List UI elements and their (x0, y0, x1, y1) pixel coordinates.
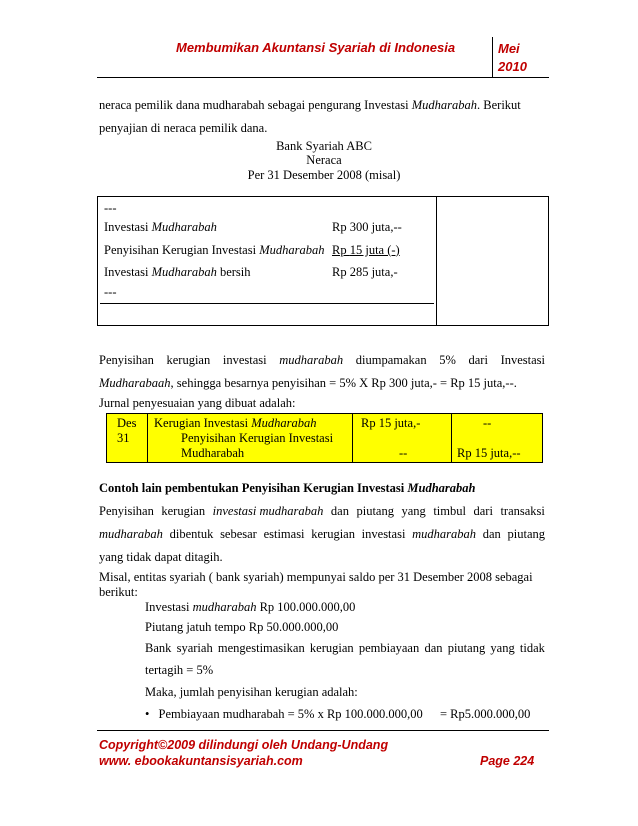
word: tidak (519, 641, 545, 655)
example-bank-line-2: tertagih = 5% (145, 663, 214, 677)
header-rule (97, 77, 549, 78)
row-label-end: bersih (216, 265, 251, 279)
row-label: Investasi (104, 265, 152, 279)
word-italic: investasi mudharabah (212, 504, 324, 518)
journal-credit-amount: Rp 15 juta,-- (457, 446, 521, 460)
word: piutang (507, 527, 545, 541)
para1-line-2 (99, 376, 517, 390)
word: transaksi (500, 504, 545, 518)
section2-heading (99, 481, 476, 495)
word: Penyisihan (99, 504, 154, 518)
bullet-result: = Rp5.000.000,00 (440, 707, 531, 721)
word: dibentuk (169, 527, 214, 541)
footer-page-number: Page 224 (480, 754, 535, 768)
balance-amount-investasi: Rp 300 juta,-- (332, 220, 402, 234)
balance-dots-bottom: --- (104, 285, 117, 299)
word: syariah (176, 641, 213, 655)
word: mengestimasikan (217, 641, 305, 655)
row-label-italic: Mudharabah (259, 243, 325, 257)
section2-line-1 (99, 504, 545, 518)
balance-dots-top: --- (104, 201, 117, 215)
word: kerugian (161, 504, 206, 518)
example-piutang: Piutang jatuh tempo Rp 50.000.000,00 (145, 620, 339, 634)
balance-amount-penyisihan (332, 243, 400, 258)
example-maka: Maka, jumlah penyisihan kerugian adalah: (145, 685, 358, 699)
word: dari (468, 353, 488, 367)
header-separator (492, 37, 493, 77)
balance-date: Per 31 Desember 2008 (misal) (247, 168, 401, 182)
journal-account-credit-1: Penyisihan Kerugian Investasi (181, 431, 334, 445)
header-date (498, 40, 527, 76)
example-bank-line-1 (145, 641, 545, 655)
header-year: 2010 (498, 59, 527, 74)
journal-col-divider (352, 414, 353, 462)
word: kerugian (309, 641, 354, 655)
word: dan (482, 527, 501, 541)
word: timbul (433, 504, 466, 518)
account-italic: Mudharabah (251, 416, 317, 430)
journal-entry-table (106, 413, 543, 463)
word: Penyisihan (99, 353, 154, 367)
word: piutang (356, 504, 394, 518)
journal-debit-amount: Rp 15 juta,- (361, 416, 421, 430)
word: sebesar (220, 527, 257, 541)
word: estimasi (263, 527, 305, 541)
heading-text: Contoh lain pembentukan Penyisihan Kerugian Investasi (99, 481, 408, 495)
word: piutang (447, 641, 486, 655)
copyright-label: Copyright (99, 738, 159, 752)
word: dan (330, 504, 349, 518)
intro-line-2: penyajian di neraca pemilik dana. (99, 121, 268, 135)
copyright-icon: © (158, 738, 168, 752)
row-label-italic: Mudharabah (151, 265, 217, 279)
journal-date-day: 31 (117, 431, 130, 445)
footer-website[interactable]: www. ebookakuntansisyariah.com (99, 754, 303, 768)
word: dan (424, 641, 443, 655)
para1-line-1 (99, 353, 545, 367)
intro-line-1 (99, 98, 521, 112)
account-text: Kerugian Investasi (154, 416, 252, 430)
section2-line-5: berikut: (99, 585, 138, 599)
word: dari (473, 504, 493, 518)
bullet-text: Pembiayaan mudharabah = 5% x Rp 100.000.000,00 (158, 707, 423, 721)
balance-column-divider (436, 197, 437, 325)
word: kerugian (166, 353, 211, 367)
word-italic: Mudharabaah (99, 376, 171, 390)
word: Investasi (500, 353, 545, 367)
journal-debit-empty: -- (399, 446, 408, 460)
balance-sheet-table (97, 196, 549, 326)
item-amount: Rp 100.000.000,00 (256, 600, 356, 614)
word: investasi (361, 527, 406, 541)
header-month: Mei (498, 41, 520, 56)
amount-value: 15 juta (-) (349, 243, 400, 257)
balance-amount-bersih: Rp 285 juta,- (332, 265, 398, 279)
row-label: Investasi (104, 220, 152, 234)
footer-rule (97, 730, 549, 731)
para-text: , sehingga besarnya penyisihan = 5% X Rp 300 juta,- = Rp 15 juta,--. (170, 376, 517, 390)
para1-line-3: Jurnal penyesuaian yang dibuat adalah: (99, 396, 296, 410)
item-italic: mudharabah (192, 600, 257, 614)
example-investasi (145, 600, 355, 614)
footer-copyright (99, 738, 388, 752)
word: investasi (222, 353, 267, 367)
balance-total-rule (100, 303, 434, 304)
row-label: Penyisihan Kerugian Investasi (104, 243, 260, 257)
bullet-item (145, 707, 423, 721)
section2-line-2 (99, 527, 545, 541)
intro-italic: Mudharabah (411, 98, 478, 112)
balance-row-penyisihan (104, 243, 324, 258)
word: pembiayaan (358, 641, 420, 655)
item-text: Investasi (145, 600, 193, 614)
journal-account-debit (154, 416, 316, 431)
section2-line-4: Misal, entitas syariah ( bank syariah) mempunyai saldo per 31 Desember 2008 sebagai (99, 570, 533, 584)
bullet-icon: • (145, 707, 150, 721)
word: Bank (145, 641, 172, 655)
intro-text: neraca pemilik dana mudharabah sebagai pengurang Investasi (99, 98, 412, 112)
heading-italic: Mudharabah (407, 481, 476, 495)
word-italic: mudharabah (412, 527, 477, 541)
row-label-italic: Mudharabah (151, 220, 217, 234)
balance-row-investasi (104, 220, 217, 235)
journal-date-month: Des (117, 416, 137, 430)
word-italic: mudharabah (99, 527, 163, 541)
word: yang (490, 641, 515, 655)
journal-account-credit-2: Mudharabah (181, 446, 245, 460)
balance-bank-name: Bank Syariah ABC (276, 139, 372, 153)
header-title: Membumikan Akuntansi Syariah di Indonesia (176, 40, 456, 55)
section2-line-3: yang tidak dapat ditagih. (99, 550, 223, 564)
balance-title: Neraca (306, 153, 342, 167)
balance-row-bersih (104, 265, 251, 280)
journal-col-divider (147, 414, 148, 462)
word: diumpamakan (355, 353, 427, 367)
word: kerugian (311, 527, 355, 541)
journal-credit-empty: -- (483, 416, 492, 430)
word-italic: mudharabah (279, 353, 344, 367)
intro-text-end: . Berikut (477, 98, 521, 112)
journal-col-divider (451, 414, 452, 462)
word: 5% (439, 353, 456, 367)
word: yang (401, 504, 426, 518)
amount-prefix: Rp (332, 243, 350, 257)
copyright-text: 2009 dilindungi oleh Undang-Undang (167, 738, 389, 752)
